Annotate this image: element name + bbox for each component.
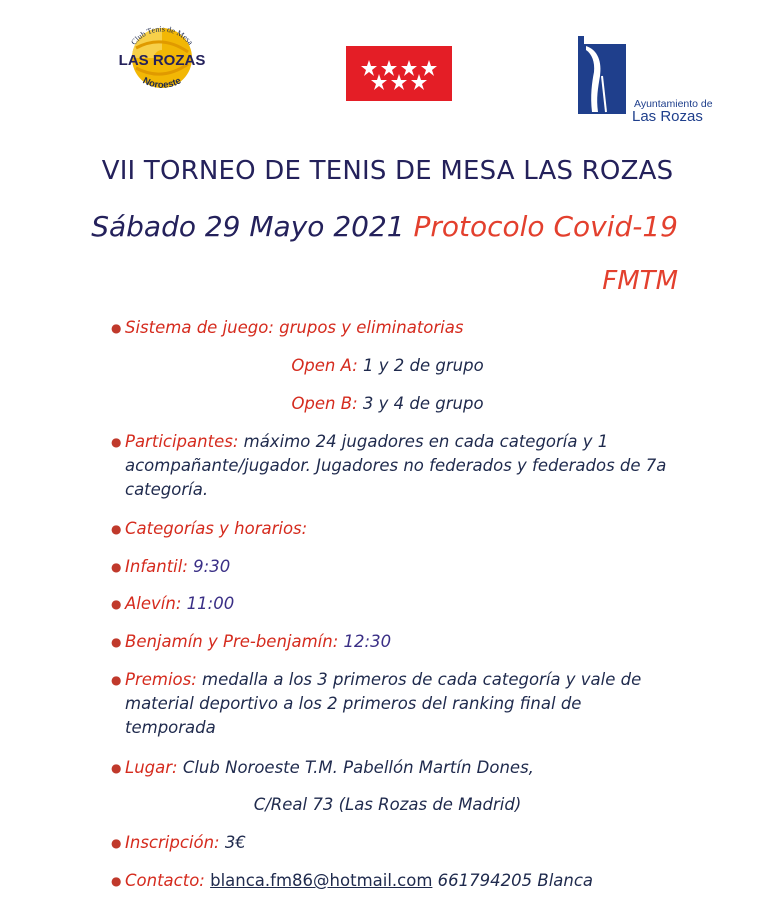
contact-phone: 661794205 Blanca xyxy=(437,871,594,890)
list-item-contacto xyxy=(111,869,670,893)
address-text: C/Real 73 (Las Rozas de Madrid) xyxy=(253,795,522,814)
list-item-inscripcion xyxy=(111,831,670,855)
bullet-icon: ● xyxy=(111,321,122,335)
club-bottom-text: Noroeste xyxy=(140,75,184,91)
benjamin-label: Benjamín y Pre-benjamín: xyxy=(125,632,339,651)
logo-bar xyxy=(0,0,775,130)
contacto-label: Contacto: xyxy=(125,871,205,890)
list-item-alevin xyxy=(111,592,670,616)
bullet-icon: ● xyxy=(111,435,122,449)
list-item-categorias xyxy=(111,517,670,541)
list-item-benjamin xyxy=(111,630,670,654)
open-a-value: 1 y 2 de grupo xyxy=(363,356,484,375)
stork-icon xyxy=(576,36,628,116)
inscripcion-label: Inscripción: xyxy=(125,833,220,852)
lugar-address xyxy=(0,793,775,817)
infantil-time: 9:30 xyxy=(193,557,231,576)
bullet-icon: ● xyxy=(111,522,122,536)
bullet-icon: ● xyxy=(111,560,122,574)
participantes-value: máximo 24 jugadores en cada categoría y 1 acompañante/jugador. Jugadores no federados y federados de 7a categoría. xyxy=(125,432,667,499)
categorias-label: Categorías y horarios: xyxy=(125,519,308,538)
premios-label: Premios: xyxy=(125,670,197,689)
page-title: VII TORNEO DE TENIS DE MESA LAS ROZAS xyxy=(101,156,674,186)
inscripcion-value: 3€ xyxy=(224,833,246,852)
premios-value: medalla a los 3 primeros de cada categoría y vale de material deportivo a los 2 primeros del ranking final de temporada xyxy=(125,670,642,737)
infantil-label: Infantil: xyxy=(125,557,188,576)
bullet-icon: ● xyxy=(111,761,122,775)
madrid-flag-logo xyxy=(346,46,452,101)
open-b-label: Open B: xyxy=(291,394,358,413)
open-a-label: Open A: xyxy=(291,356,358,375)
bullet-icon: ● xyxy=(111,673,122,687)
ayuntamiento-line1: Ayuntamiento de xyxy=(634,98,713,110)
lugar-label: Lugar: xyxy=(125,758,178,777)
bullet-icon: ● xyxy=(111,874,122,888)
list-item-infantil xyxy=(111,555,670,579)
bullet-icon: ● xyxy=(111,635,122,649)
alevin-label: Alevín: xyxy=(125,594,182,613)
lugar-value: Club Noroeste T.M. Pabellón Martín Dones, xyxy=(182,758,534,777)
club-main-text: LAS ROZAS xyxy=(118,52,206,69)
open-b-line xyxy=(0,392,775,416)
open-b-value: 3 y 4 de grupo xyxy=(362,394,484,413)
subtitle xyxy=(91,210,678,243)
open-a-line xyxy=(0,354,775,378)
list-item-sistema xyxy=(111,316,670,340)
bullet-icon: ● xyxy=(111,597,122,611)
benjamin-time: 12:30 xyxy=(343,632,392,651)
alevin-time: 11:00 xyxy=(186,594,235,613)
sistema-label: Sistema de juego: grupos y eliminatorias xyxy=(125,318,464,337)
email-link[interactable]: blanca.fm86@hotmail.com xyxy=(210,871,433,890)
protocol-title: Protocolo Covid-19 xyxy=(413,210,678,243)
ayuntamiento-line2: Las Rozas xyxy=(632,108,703,125)
ayuntamiento-logo xyxy=(576,36,714,124)
list-item-premios xyxy=(111,668,670,740)
participantes-label: Participantes: xyxy=(125,432,239,451)
list-item-lugar xyxy=(111,756,670,780)
club-top-text: Club Tenis de Mesa xyxy=(129,24,195,47)
bullet-icon: ● xyxy=(111,836,122,850)
event-date: Sábado 29 Mayo 2021 xyxy=(91,210,405,243)
club-logo xyxy=(108,10,216,102)
federation-label: FMTM xyxy=(602,266,678,296)
list-item-participantes xyxy=(111,430,670,502)
